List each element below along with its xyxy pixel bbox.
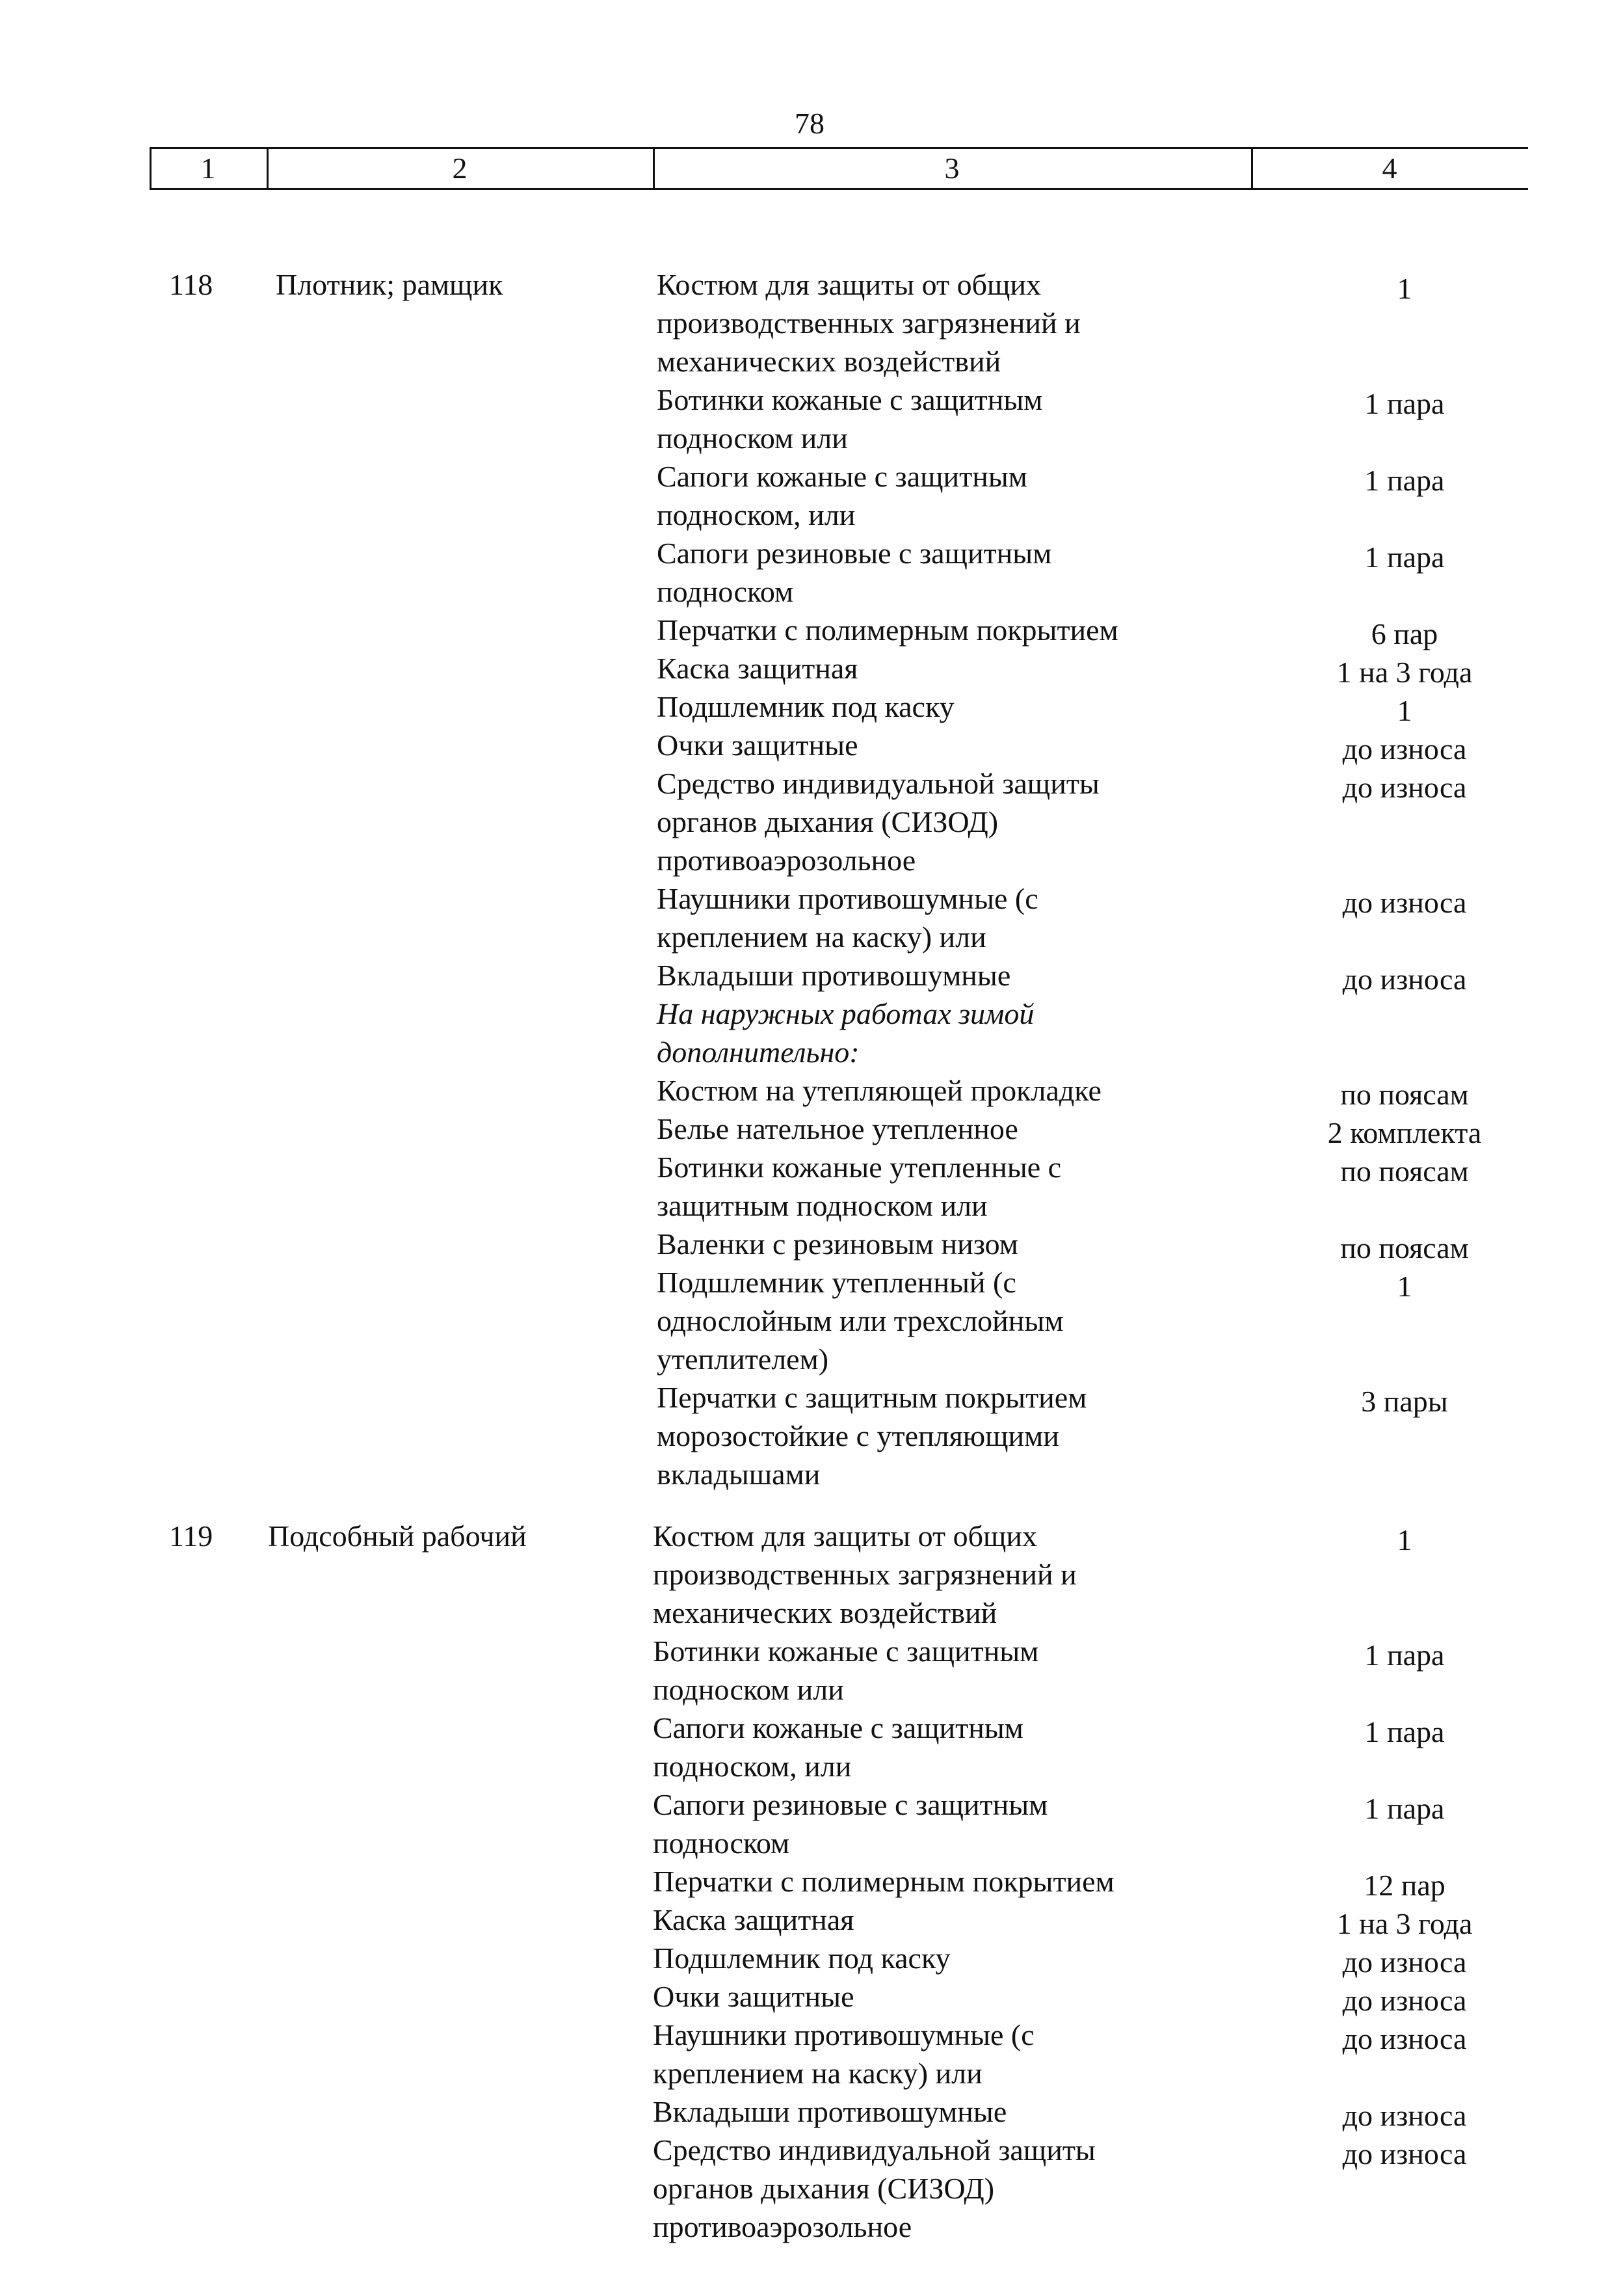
ppe-item-line: подноском, или [653,1750,852,1783]
ppe-item-line: вкладышами [657,1458,821,1491]
ppe-item-line: механических воздействий [657,345,1001,378]
ppe-item-line: Костюм на утепляющей прокладке [657,1074,1102,1107]
ppe-item-line: Подшлемник под каску [657,690,955,723]
ppe-item-line: механических воздействий [653,1596,997,1629]
row-number: 119 [169,1519,213,1553]
ppe-item-line: Очки защитные [657,728,858,762]
ppe-item-line: Валенки с резиновым низом [657,1227,1018,1261]
row-number: 118 [169,268,213,301]
ppe-item-quantity: по поясам [1340,1078,1469,1111]
ppe-item-line: Наушники противошумные (с [653,2018,1035,2051]
ppe-item-line: Сапоги резиновые с защитным [657,537,1052,570]
ppe-item-line: Белье нательное утепленное [657,1112,1018,1145]
ppe-item-line: Сапоги кожаные с защитным [657,460,1027,493]
ppe-item-name [657,534,1190,611]
ppe-item-line: Подшлемник под каску [653,1942,951,1975]
ppe-item-quantity: 12 пар [1364,1869,1445,1902]
ppe-item-quantity: до износа [1342,771,1467,804]
ppe-item-line: креплением на каску) или [653,2057,983,2090]
ppe-item-line: Ботинки кожаные с защитным [653,1635,1039,1668]
ppe-item-name [653,1785,1186,1862]
ppe-item-line: подноском [657,575,794,608]
ppe-item-line: производственных загрязнений и [657,306,1081,340]
ppe-item-name [657,956,1190,994]
ppe-item-name [657,1263,1190,1378]
ppe-item-name [657,1378,1190,1493]
ppe-item-line: дополнительно: [657,1035,860,1069]
ppe-item-line: Ботинки кожаные утепленные с [657,1151,1062,1184]
ppe-item-name [653,1901,1186,1939]
ppe-item-line: Вкладыши противошумные [657,959,1011,992]
ppe-item-quantity: до износа [1342,732,1467,766]
ppe-item-name [657,611,1190,649]
header-col-4: 4 [1382,152,1397,185]
ppe-item-quantity: 1 [1397,694,1412,727]
ppe-item-name [657,687,1190,726]
header-col-3: 3 [944,152,960,185]
ppe-item-line: Наушники противошумные (с [657,882,1038,915]
ppe-item-quantity: по поясам [1340,1155,1469,1188]
ppe-item-name [653,1862,1186,1901]
ppe-item-quantity: 1 пара [1364,1638,1445,1672]
ppe-item-line: Перчатки с полимерным покрытием [653,1865,1115,1898]
ppe-item-quantity: до износа [1342,963,1467,996]
ppe-item-quantity: 1 пара [1364,464,1445,497]
ppe-item-line: Сапоги кожаные с защитным [653,1711,1023,1744]
ppe-item-quantity: 1 на 3 года [1336,656,1473,689]
ppe-item-quantity: до износа [1342,2137,1467,2170]
ppe-item-line: На наружных работах зимой [657,997,1035,1030]
ppe-item-line: Очки защитные [653,1980,854,2013]
ppe-item-line: Костюм для защиты от общих [657,268,1042,301]
profession-name: Плотник; рамщик [276,268,503,301]
ppe-item-line: Подшлемник утепленный (с [657,1266,1016,1299]
ppe-item-name [657,457,1190,534]
ppe-item-line: Перчатки с защитным покрытием [657,1381,1087,1414]
page-number: 78 [795,107,825,140]
ppe-item-quantity: до износа [1342,2022,1467,2055]
ppe-item-name [653,2092,1186,2131]
ppe-item-quantity: 1 пара [1364,1792,1445,1825]
profession-name: Подсобный рабочий [268,1519,527,1553]
ppe-item-name [657,726,1190,764]
ppe-item-name [657,764,1190,879]
ppe-item-name [653,1632,1186,1709]
ppe-item-name [657,1225,1190,1263]
ppe-item-line: Перчатки с полимерным покрытием [657,613,1118,647]
ppe-item-name [657,994,1190,1071]
ppe-item-line: Каска защитная [653,1903,854,1936]
ppe-item-quantity: до износа [1342,886,1467,919]
ppe-item-quantity: 1 [1397,1270,1412,1303]
ppe-item-line: подноском, или [657,498,856,531]
ppe-item-line: морозостойкие с утепляющими [657,1419,1059,1452]
ppe-item-quantity: 1 пара [1364,387,1445,420]
ppe-item-line: органов дыхания (СИЗОД) [653,2172,995,2205]
ppe-item-quantity: до износа [1342,2099,1467,2132]
ppe-item-name [653,1517,1186,1632]
ppe-item-line: органов дыхания (СИЗОД) [657,805,999,838]
ppe-item-quantity: 1 [1397,272,1412,305]
ppe-item-quantity: 2 комплекта [1327,1116,1482,1149]
ppe-item-line: подноском [653,1826,790,1860]
ppe-item-line: креплением на каску) или [657,920,986,954]
ppe-item-line: Каска защитная [657,652,858,685]
ppe-item-line: противоаэрозольное [657,844,916,877]
ppe-item-line: Костюм для защиты от общих [653,1519,1038,1553]
ppe-item-line: противоаэрозольное [653,2210,912,2243]
ppe-item-name [653,1709,1186,1785]
ppe-item-quantity: 1 [1397,1523,1412,1556]
ppe-item-name [653,2016,1186,2092]
ppe-item-line: подноском или [657,421,848,455]
ppe-item-line: утеплителем) [657,1342,829,1376]
table-header [150,147,1528,190]
ppe-item-name [657,1148,1190,1225]
ppe-item-name [657,1071,1190,1110]
ppe-item-line: защитным подноском или [657,1189,988,1222]
ppe-item-quantity: 6 пар [1371,617,1438,650]
ppe-item-line: Средство индивидуальной защиты [653,2133,1096,2167]
ppe-item-quantity: 3 пары [1361,1385,1448,1418]
ppe-item-quantity: по поясам [1340,1231,1469,1264]
ppe-item-quantity: 1 пара [1364,541,1445,574]
ppe-item-line: производственных загрязнений и [653,1558,1077,1591]
ppe-item-quantity: до износа [1342,1945,1467,1979]
header-col-2: 2 [452,152,468,185]
ppe-item-name [653,2131,1186,2246]
ppe-item-name [653,1977,1186,2016]
ppe-item-line: однослойным или трехслойным [657,1304,1064,1337]
ppe-item-line: подноском или [653,1673,844,1706]
header-col-1: 1 [200,152,216,185]
ppe-item-name [653,1939,1186,1977]
ppe-item-name [657,1110,1190,1148]
ppe-item-name [657,265,1190,380]
ppe-item-quantity: 1 на 3 года [1336,1907,1473,1940]
ppe-item-quantity: до износа [1342,1984,1467,2017]
ppe-item-line: Сапоги резиновые с защитным [653,1788,1048,1821]
ppe-item-quantity: 1 пара [1364,1715,1445,1748]
ppe-item-name [657,649,1190,687]
ppe-item-name [657,380,1190,457]
ppe-item-name [657,879,1190,956]
ppe-item-line: Ботинки кожаные с защитным [657,383,1043,416]
ppe-item-line: Вкладыши противошумные [653,2095,1007,2128]
ppe-item-line: Средство индивидуальной защиты [657,767,1100,800]
